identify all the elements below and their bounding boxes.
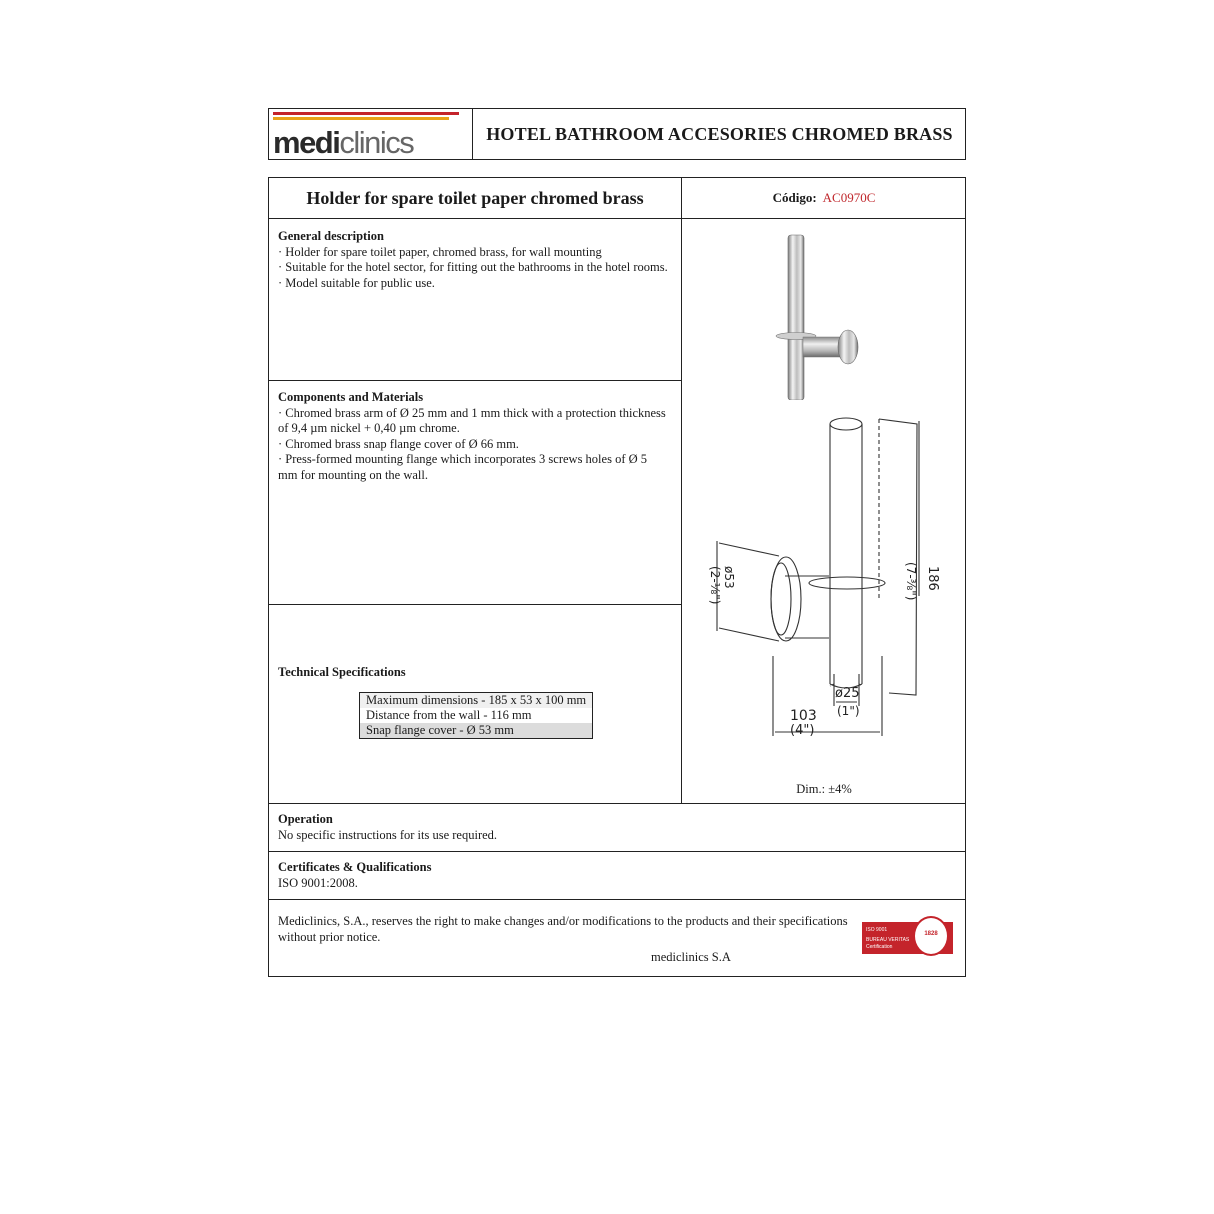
product-photo: [769, 230, 879, 400]
logo-stripe-orange: [273, 117, 449, 120]
label-depth-in: (4"): [790, 723, 815, 738]
label-flange-in: (2-⅛"): [708, 566, 722, 605]
row-divider: [269, 218, 965, 219]
general-line: · Suitable for the hotel sector, for fitting out the bathrooms in the hotel rooms.: [278, 260, 668, 274]
code-value: AC0970C: [822, 190, 876, 205]
bureau-veritas-seal-icon: [913, 916, 949, 956]
technical-drawing: [689, 416, 959, 766]
logo-wordmark: mediclinics: [273, 125, 414, 159]
photo-wall-rosette: [838, 330, 858, 364]
components-line: · Press-formed mounting flange which incorporates 3 screws holes of Ø 5: [278, 452, 648, 466]
badge-line: Certification: [866, 944, 893, 950]
label-depth-mm: 103: [790, 708, 817, 724]
bureau-veritas-badge: [862, 922, 953, 954]
operation-text: No specific instructions for its use required.: [278, 827, 498, 842]
operation-section: [278, 812, 497, 843]
row-divider: [269, 803, 965, 804]
label-height-mm: 186: [925, 566, 940, 591]
badge-line: ISO 9001: [866, 927, 888, 933]
header-title: HOTEL BATHROOM ACCESORIES CHROMED BRASS: [486, 123, 953, 144]
technical-specifications: [278, 665, 406, 681]
components-line: · Chromed brass arm of Ø 25 mm and 1 mm thick with a protection thickness: [278, 405, 666, 420]
disclaimer: [278, 914, 863, 945]
drawing-wall-plane: [879, 419, 917, 695]
certificates-heading: Certificates & Qualifications: [278, 860, 432, 874]
certificates-text: ISO 9001:2008.: [278, 875, 358, 890]
product-title: Holder for spare toilet paper chromed brass: [306, 187, 644, 208]
dimension-tolerance: Dim.: ±4%: [796, 782, 852, 796]
photo-rod: [788, 235, 804, 400]
column-divider: [681, 178, 682, 803]
table-row: [360, 708, 593, 723]
general-line: · Holder for spare toilet paper, chromed brass, for wall mounting: [278, 244, 602, 259]
technical-heading: Technical Specifications: [278, 665, 406, 679]
components-line: · Chromed brass snap flange cover of Ø 66 mm.: [278, 436, 519, 451]
label-flange-mm: ø53: [722, 566, 736, 589]
row-divider: [269, 899, 965, 900]
document-header: [268, 108, 966, 160]
spec-cell: Snap flange cover - Ø 53 mm: [360, 723, 593, 739]
row-divider: [269, 851, 965, 852]
spec-cell: Distance from the wall - 116 mm: [360, 708, 593, 723]
company-name: mediclinics S.A: [651, 950, 731, 964]
drawing-rod: [830, 424, 862, 684]
logo-stripe-red: [273, 112, 459, 115]
components-line: mm for mounting on the wall.: [278, 467, 428, 482]
table-row: [360, 723, 593, 739]
label-height-in: (7-⅜"): [904, 562, 918, 601]
disclaimer-line: without prior notice.: [278, 929, 381, 944]
drawing-flange: [809, 577, 885, 589]
code-label: Código:: [772, 190, 817, 205]
general-heading: General description: [278, 229, 384, 243]
product-sheet: [268, 177, 966, 977]
label-diameter-mm: ø25: [835, 686, 860, 701]
operation-heading: Operation: [278, 812, 333, 826]
general-description: [278, 229, 678, 291]
components-line: of 9,4 µm nickel + 0,40 µm chrome.: [278, 421, 460, 435]
product-code: [682, 178, 966, 218]
badge-line: BUREAU VERITAS: [866, 937, 910, 943]
row-divider: [269, 380, 681, 381]
mediclinics-logo: [269, 109, 473, 159]
spec-cell: Maximum dimensions - 185 x 53 x 100 mm: [360, 693, 593, 709]
drawing-arm: [785, 576, 829, 638]
row-divider: [269, 604, 681, 605]
components-materials: [278, 390, 678, 483]
label-diameter-in: (1"): [837, 704, 860, 718]
general-line: · Model suitable for public use.: [278, 275, 435, 290]
disclaimer-line: Mediclinics, S.A., reserves the right to make changes and/or modifications to the products and their specifications: [278, 914, 848, 928]
components-heading: Components and Materials: [278, 390, 424, 404]
seal-text: 1828: [924, 931, 938, 937]
table-row: [360, 693, 593, 709]
spec-table: [359, 692, 593, 739]
certificates-section: [278, 860, 431, 891]
